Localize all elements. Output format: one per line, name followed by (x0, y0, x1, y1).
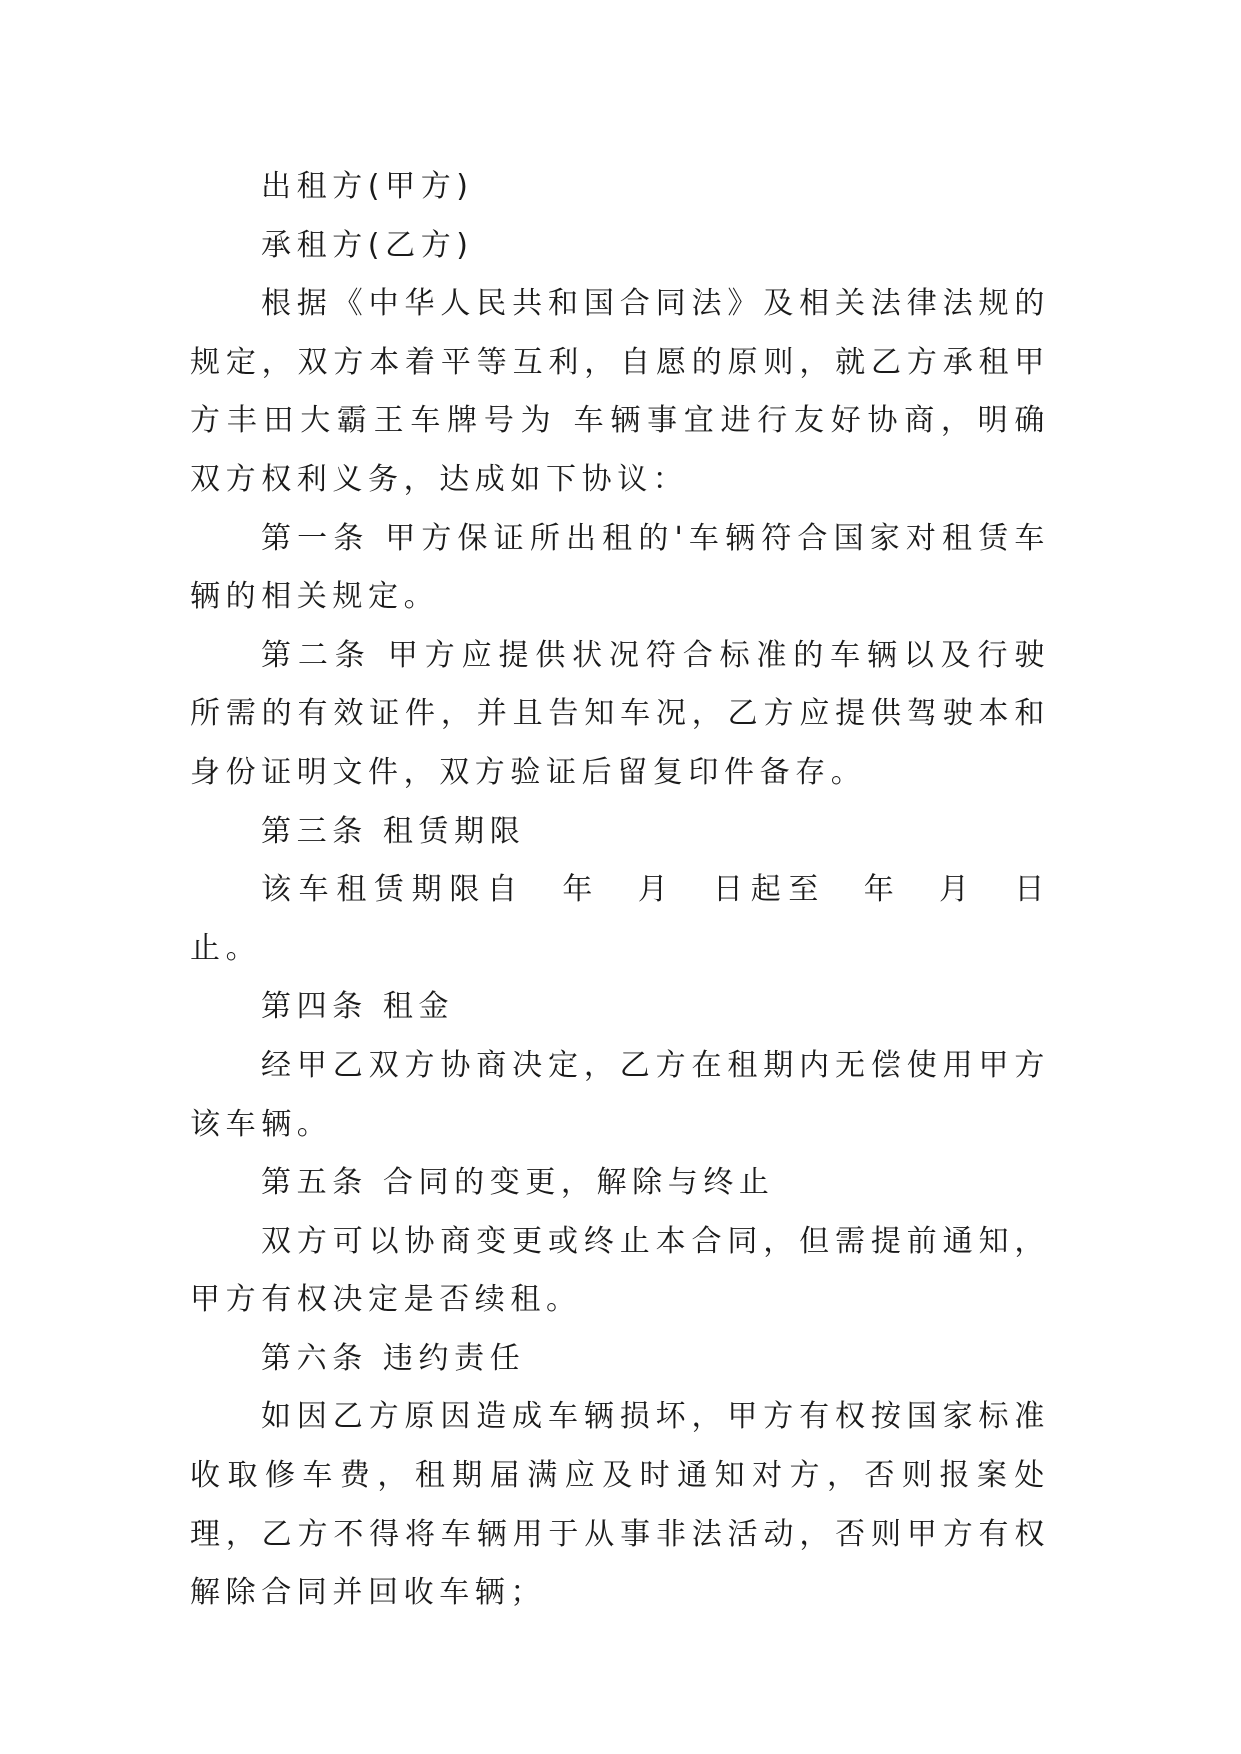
lessor-line: 出租方(甲方) (261, 169, 474, 204)
rent-paragraph: 经甲乙双方协商决定，乙方在租期内无偿使用甲方该车辆。 (190, 1047, 1050, 1142)
document-body (190, 158, 1050, 1623)
lessee-line: 承租方(乙方) (261, 227, 474, 263)
article-4-heading: 第四条 租金 (261, 989, 455, 1025)
liability-paragraph: 如因乙方原因造成车辆损坏，甲方有权按国家标准收取修车费，租期届满应及时通知对方，否则报案处理，乙方不得将车辆用于从事非法活动，否则甲方有权解除合同并回收车辆； (190, 1399, 1050, 1611)
lease-term-paragraph: 该车租赁期限自 年 月 日起至 年 月 日止。 (190, 872, 1050, 966)
contract-change-paragraph: 双方可以协商变更或终止本合同，但需提前通知，甲方有权决定是否续租。 (190, 1223, 1050, 1318)
article-1-paragraph: 第一条 甲方保证所出租的'车辆符合国家对租赁车辆的相关规定。 (190, 520, 1050, 615)
article-2-paragraph: 第二条 甲方应提供状况符合标准的车辆以及行驶所需的有效证件，并且告知车况，乙方应提供驾驶本和身份证明文件，双方验证后留复印件备存。 (190, 637, 1050, 790)
article-6-heading: 第六条 违约责任 (261, 1340, 526, 1376)
article-5-heading: 第五条 合同的变更，解除与终止 (261, 1165, 775, 1201)
preamble-paragraph: 根据《中华人民共和国合同法》及相关法律法规的规定，双方本着平等互利，自愿的原则，就乙方承租甲方丰田大霸王车牌号为 车辆事宜进行友好协商，明确双方权利义务，达成如下协议： (190, 286, 1050, 497)
article-3-heading: 第三条 租赁期限 (261, 813, 526, 849)
